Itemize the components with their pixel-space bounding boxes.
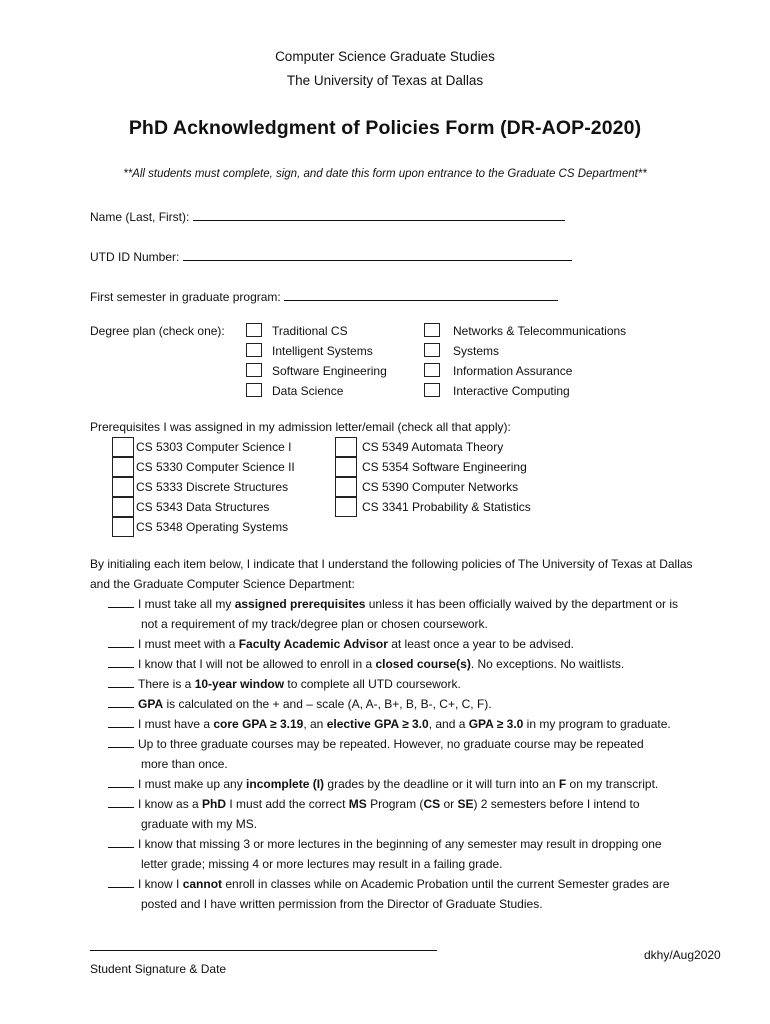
policy-item: I must have a core GPA ≥ 3.19, an elective GPA ≥ 3.0, and a GPA ≥ 3.0 in my program to graduate. xyxy=(108,717,671,731)
degree-option: Information Assurance xyxy=(453,364,573,378)
prereq-option: CS 5354 Software Engineering xyxy=(362,460,527,474)
policy-item: I must take all my assigned prerequisites unless it has been officially waived by the department or is xyxy=(108,597,678,611)
degree-checkbox[interactable] xyxy=(424,363,440,377)
prereq-option: CS 5303 Computer Science I xyxy=(136,440,292,454)
prereq-checkbox[interactable] xyxy=(112,437,134,457)
name-field xyxy=(90,209,565,224)
prereq-option: CS 5330 Computer Science II xyxy=(136,460,295,474)
degree-option: Interactive Computing xyxy=(453,384,570,398)
policy-item: There is a 10-year window to complete all UTD coursework. xyxy=(108,677,461,691)
policy-item: I know I cannot enroll in classes while on Academic Probation until the current Semester grades are xyxy=(108,877,670,891)
prereq-option: CS 5390 Computer Networks xyxy=(362,480,519,494)
prereq-option: CS 3341 Probability & Statistics xyxy=(362,500,531,514)
policy-item-continuation: letter grade; missing 4 or more lectures may result in a failing grade. xyxy=(141,857,503,871)
degree-checkbox[interactable] xyxy=(424,323,440,337)
semester-input-line[interactable] xyxy=(284,289,558,301)
utd-id-input-line[interactable] xyxy=(183,249,572,261)
prereq-checkbox[interactable] xyxy=(112,457,134,477)
degree-checkbox[interactable] xyxy=(246,383,262,397)
prereq-checkbox[interactable] xyxy=(335,477,357,497)
initial-blank[interactable] xyxy=(108,797,134,808)
initial-blank[interactable] xyxy=(108,717,134,728)
utd-id-field xyxy=(90,249,572,264)
utd-id-label: UTD ID Number: xyxy=(90,250,180,264)
department-name: Computer Science Graduate Studies xyxy=(275,49,495,64)
policy-item: Up to three graduate courses may be repeated. However, no graduate course may be repeated xyxy=(108,737,644,751)
policy-item-continuation: posted and I have written permission from the Director of Graduate Studies. xyxy=(141,897,543,911)
initial-blank[interactable] xyxy=(108,657,134,668)
prereq-option: CS 5333 Discrete Structures xyxy=(136,480,289,494)
policy-item: I know as a PhD I must add the correct MS Program (CS or SE) 2 semesters before I intend to xyxy=(108,797,640,811)
signature-label: Student Signature & Date xyxy=(90,962,227,976)
instruction-note: **All students must complete, sign, and date this form upon entrance to the Graduate CS Department** xyxy=(123,168,647,180)
policy-item-continuation: more than once. xyxy=(141,757,228,771)
policy-item-continuation: not a requirement of my track/degree plan or chosen coursework. xyxy=(141,617,488,631)
prereq-label: Prerequisites I was assigned in my admission letter/email (check all that apply): xyxy=(90,420,511,434)
degree-checkbox[interactable] xyxy=(424,383,440,397)
initial-blank[interactable] xyxy=(108,737,134,748)
prereq-option: CS 5348 Operating Systems xyxy=(136,520,289,534)
initial-blank[interactable] xyxy=(108,637,134,648)
prereq-checkbox[interactable] xyxy=(335,437,357,457)
signature-line[interactable] xyxy=(90,950,437,951)
degree-option: Systems xyxy=(453,344,500,358)
degree-option: Intelligent Systems xyxy=(272,344,373,358)
name-label: Name (Last, First): xyxy=(90,210,190,224)
prereq-checkbox[interactable] xyxy=(335,497,357,517)
policy-item: I must meet with a Faculty Academic Advisor at least once a year to be advised. xyxy=(108,637,574,651)
policy-item: I know that I will not be allowed to enroll in a closed course(s). No exceptions. No waitlists. xyxy=(108,657,624,671)
degree-checkbox[interactable] xyxy=(246,363,262,377)
degree-option: Software Engineering xyxy=(272,364,387,378)
initial-blank[interactable] xyxy=(108,677,134,688)
prereq-checkbox[interactable] xyxy=(112,497,134,517)
prereq-checkbox[interactable] xyxy=(335,457,357,477)
degree-checkbox[interactable] xyxy=(246,323,262,337)
initial-blank[interactable] xyxy=(108,777,134,788)
form-code: dkhy/Aug2020 xyxy=(644,948,721,962)
semester-label: First semester in graduate program: xyxy=(90,290,281,304)
university-name: The University of Texas at Dallas xyxy=(286,73,484,88)
degree-option: Traditional CS xyxy=(272,324,348,338)
policy-item: I must make up any incomplete (I) grades by the deadline or it will turn into an F on my transcript. xyxy=(108,777,658,791)
initial-blank[interactable] xyxy=(108,877,134,888)
initial-blank[interactable] xyxy=(108,837,134,848)
policy-item: GPA is calculated on the + and – scale (A, A-, B+, B, B-, C+, C, F). xyxy=(108,697,492,711)
policy-item: I know that missing 3 or more lectures in the beginning of any semester may result in dropping one xyxy=(108,837,662,851)
prereq-option: CS 5349 Automata Theory xyxy=(362,440,504,454)
prereq-option: CS 5343 Data Structures xyxy=(136,500,270,514)
degree-checkbox[interactable] xyxy=(246,343,262,357)
degree-option: Networks & Telecommunications xyxy=(453,324,627,338)
prereq-checkbox[interactable] xyxy=(112,477,134,497)
degree-plan-label: Degree plan (check one): xyxy=(90,324,225,338)
initial-blank[interactable] xyxy=(108,697,134,708)
prereq-checkbox[interactable] xyxy=(112,517,134,537)
semester-field xyxy=(90,289,558,304)
policy-item-continuation: graduate with my MS. xyxy=(141,817,258,831)
initial-blank[interactable] xyxy=(108,597,134,608)
form-title: PhD Acknowledgment of Policies Form (DR-AOP-2020) xyxy=(128,117,642,139)
degree-checkbox[interactable] xyxy=(424,343,440,357)
policies-intro: By initialing each item below, I indicate that I understand the following policies of The University of Texas at Dallas and the Graduate Computer Science Department: xyxy=(90,557,693,591)
name-input-line[interactable] xyxy=(193,209,565,221)
degree-option: Data Science xyxy=(272,384,344,398)
